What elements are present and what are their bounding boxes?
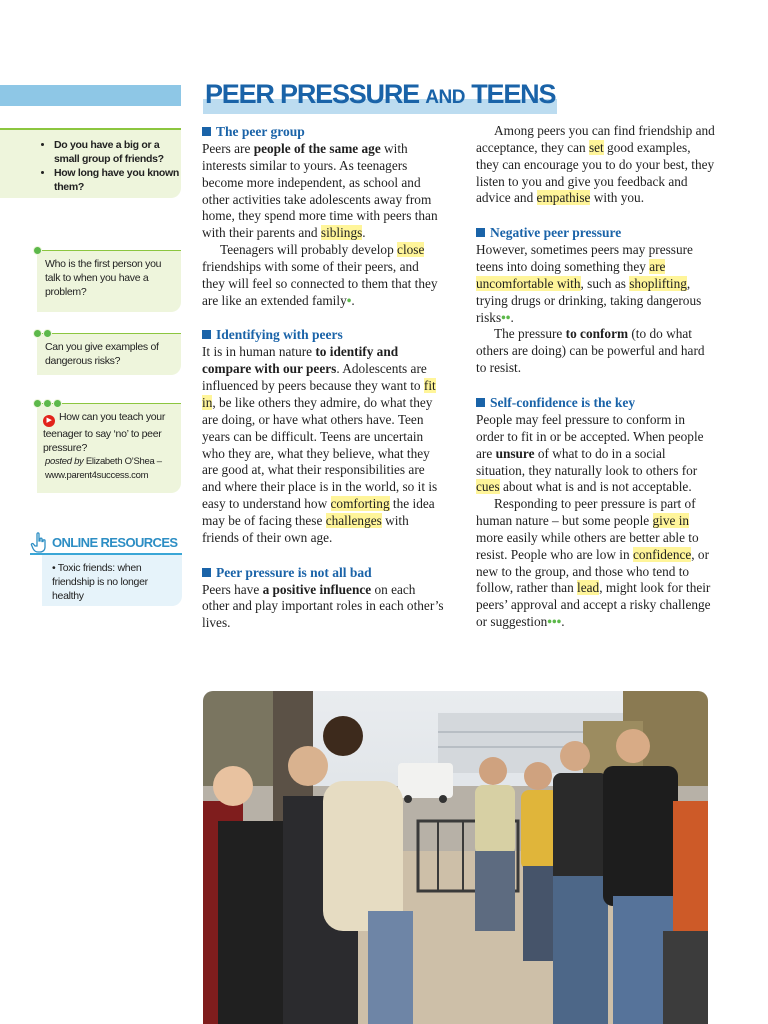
paragraph: Peers are people of the same age with interests similar to yours. As teenagers become more independent, as school and other activities take adolescents away from home, they spend more time with peers than with their parents and siblings. xyxy=(202,141,438,241)
three-dots-icon xyxy=(33,399,62,409)
one-dot-icon xyxy=(33,246,42,256)
online-resource-link[interactable]: • Toxic friends: when friendship is no longer healthy xyxy=(52,562,148,602)
paragraph: Teenagers will probably develop close friendships with some of their peers, and they will feel so connected to them that they are like an extended family•. xyxy=(202,242,438,308)
paragraph: Among peers you can find friendship and acceptance, they can set good examples, they can encourage you to do your best, they listen to you and give you feedback and advice and empathise with you. xyxy=(476,123,715,206)
article-column-right xyxy=(476,123,716,631)
sidebar-question-box-2: Can you give examples of dangerous risks? xyxy=(37,333,181,375)
photo-illustration xyxy=(203,691,708,1024)
sidebar-question-box-3: ▶ How can you teach your teenager to say ‘no’ to peer pressure? posted by Elizabeth O’Shea – www.parent4success.com xyxy=(37,403,181,493)
page-title: PEER PRESSURE AND TEENS xyxy=(203,74,557,114)
section-heading: Negative peer pressure xyxy=(476,224,716,242)
article-column-left xyxy=(202,123,444,632)
section-heading: Peer pressure is not all bad xyxy=(202,564,444,582)
section-heading: Self-confidence is the key xyxy=(476,394,716,412)
question-item: • Do you have a big or a small group of friends? xyxy=(54,138,181,166)
hand-cursor-icon xyxy=(30,531,48,553)
question-item: • How long have you known them? xyxy=(54,166,181,194)
teens-group-photo xyxy=(203,691,708,1024)
header-color-bar xyxy=(0,85,181,106)
sidebar-questions-box xyxy=(0,128,181,198)
section-heading: Identifying with peers xyxy=(202,326,444,344)
source-link[interactable]: www.parent4success.com xyxy=(45,470,149,481)
paragraph: It is in human nature to identify and compare with our peers. Adolescents are influenced by peers because they want to fit in, be like others they admire, do what they are doing, or have what others have. Teen years can be difficult. Teens are uncertain who they are, what they believe, what they are good at, what their responsibilities are and where their place is in the world, so it is easy to understand how comforting the idea may be of facing these challenges with friends of their own age. xyxy=(202,344,438,545)
sidebar-question-box-1: Who is the first person you talk to when you have a problem? xyxy=(37,250,181,312)
paragraph: Responding to peer pressure is part of human nature – but some people give in more easily while others are better able to resist. People who are low in confidence, or new to the group, and those who tend to follow, rather than lead, might look for their peers’ approval and accept a risky challenge or suggestion•••. xyxy=(476,496,711,630)
paragraph: People may feel pressure to conform in order to fit in or be accepted. When people are unsure of what to do in a social situation, they naturally look to others for cues about what is and is not acceptable. xyxy=(476,411,704,495)
paragraph: However, sometimes peers may pressure teens into doing something they are uncomfortable with, such as shoplifting, trying drugs or drinking, taking dangerous risks••. xyxy=(476,242,702,325)
play-icon: ▶ xyxy=(43,415,55,427)
section-heading: The peer group xyxy=(202,123,444,141)
online-resources-box xyxy=(42,555,182,606)
paragraph: Peers have a positive influence on each other and play important roles in each other’s lives. xyxy=(202,581,444,631)
two-dots-icon xyxy=(33,329,52,339)
online-resources-heading: ONLINE RESOURCES xyxy=(30,533,182,555)
paragraph: The pressure to conform (to do what others are doing) can be powerful and hard to resist. xyxy=(476,326,705,376)
